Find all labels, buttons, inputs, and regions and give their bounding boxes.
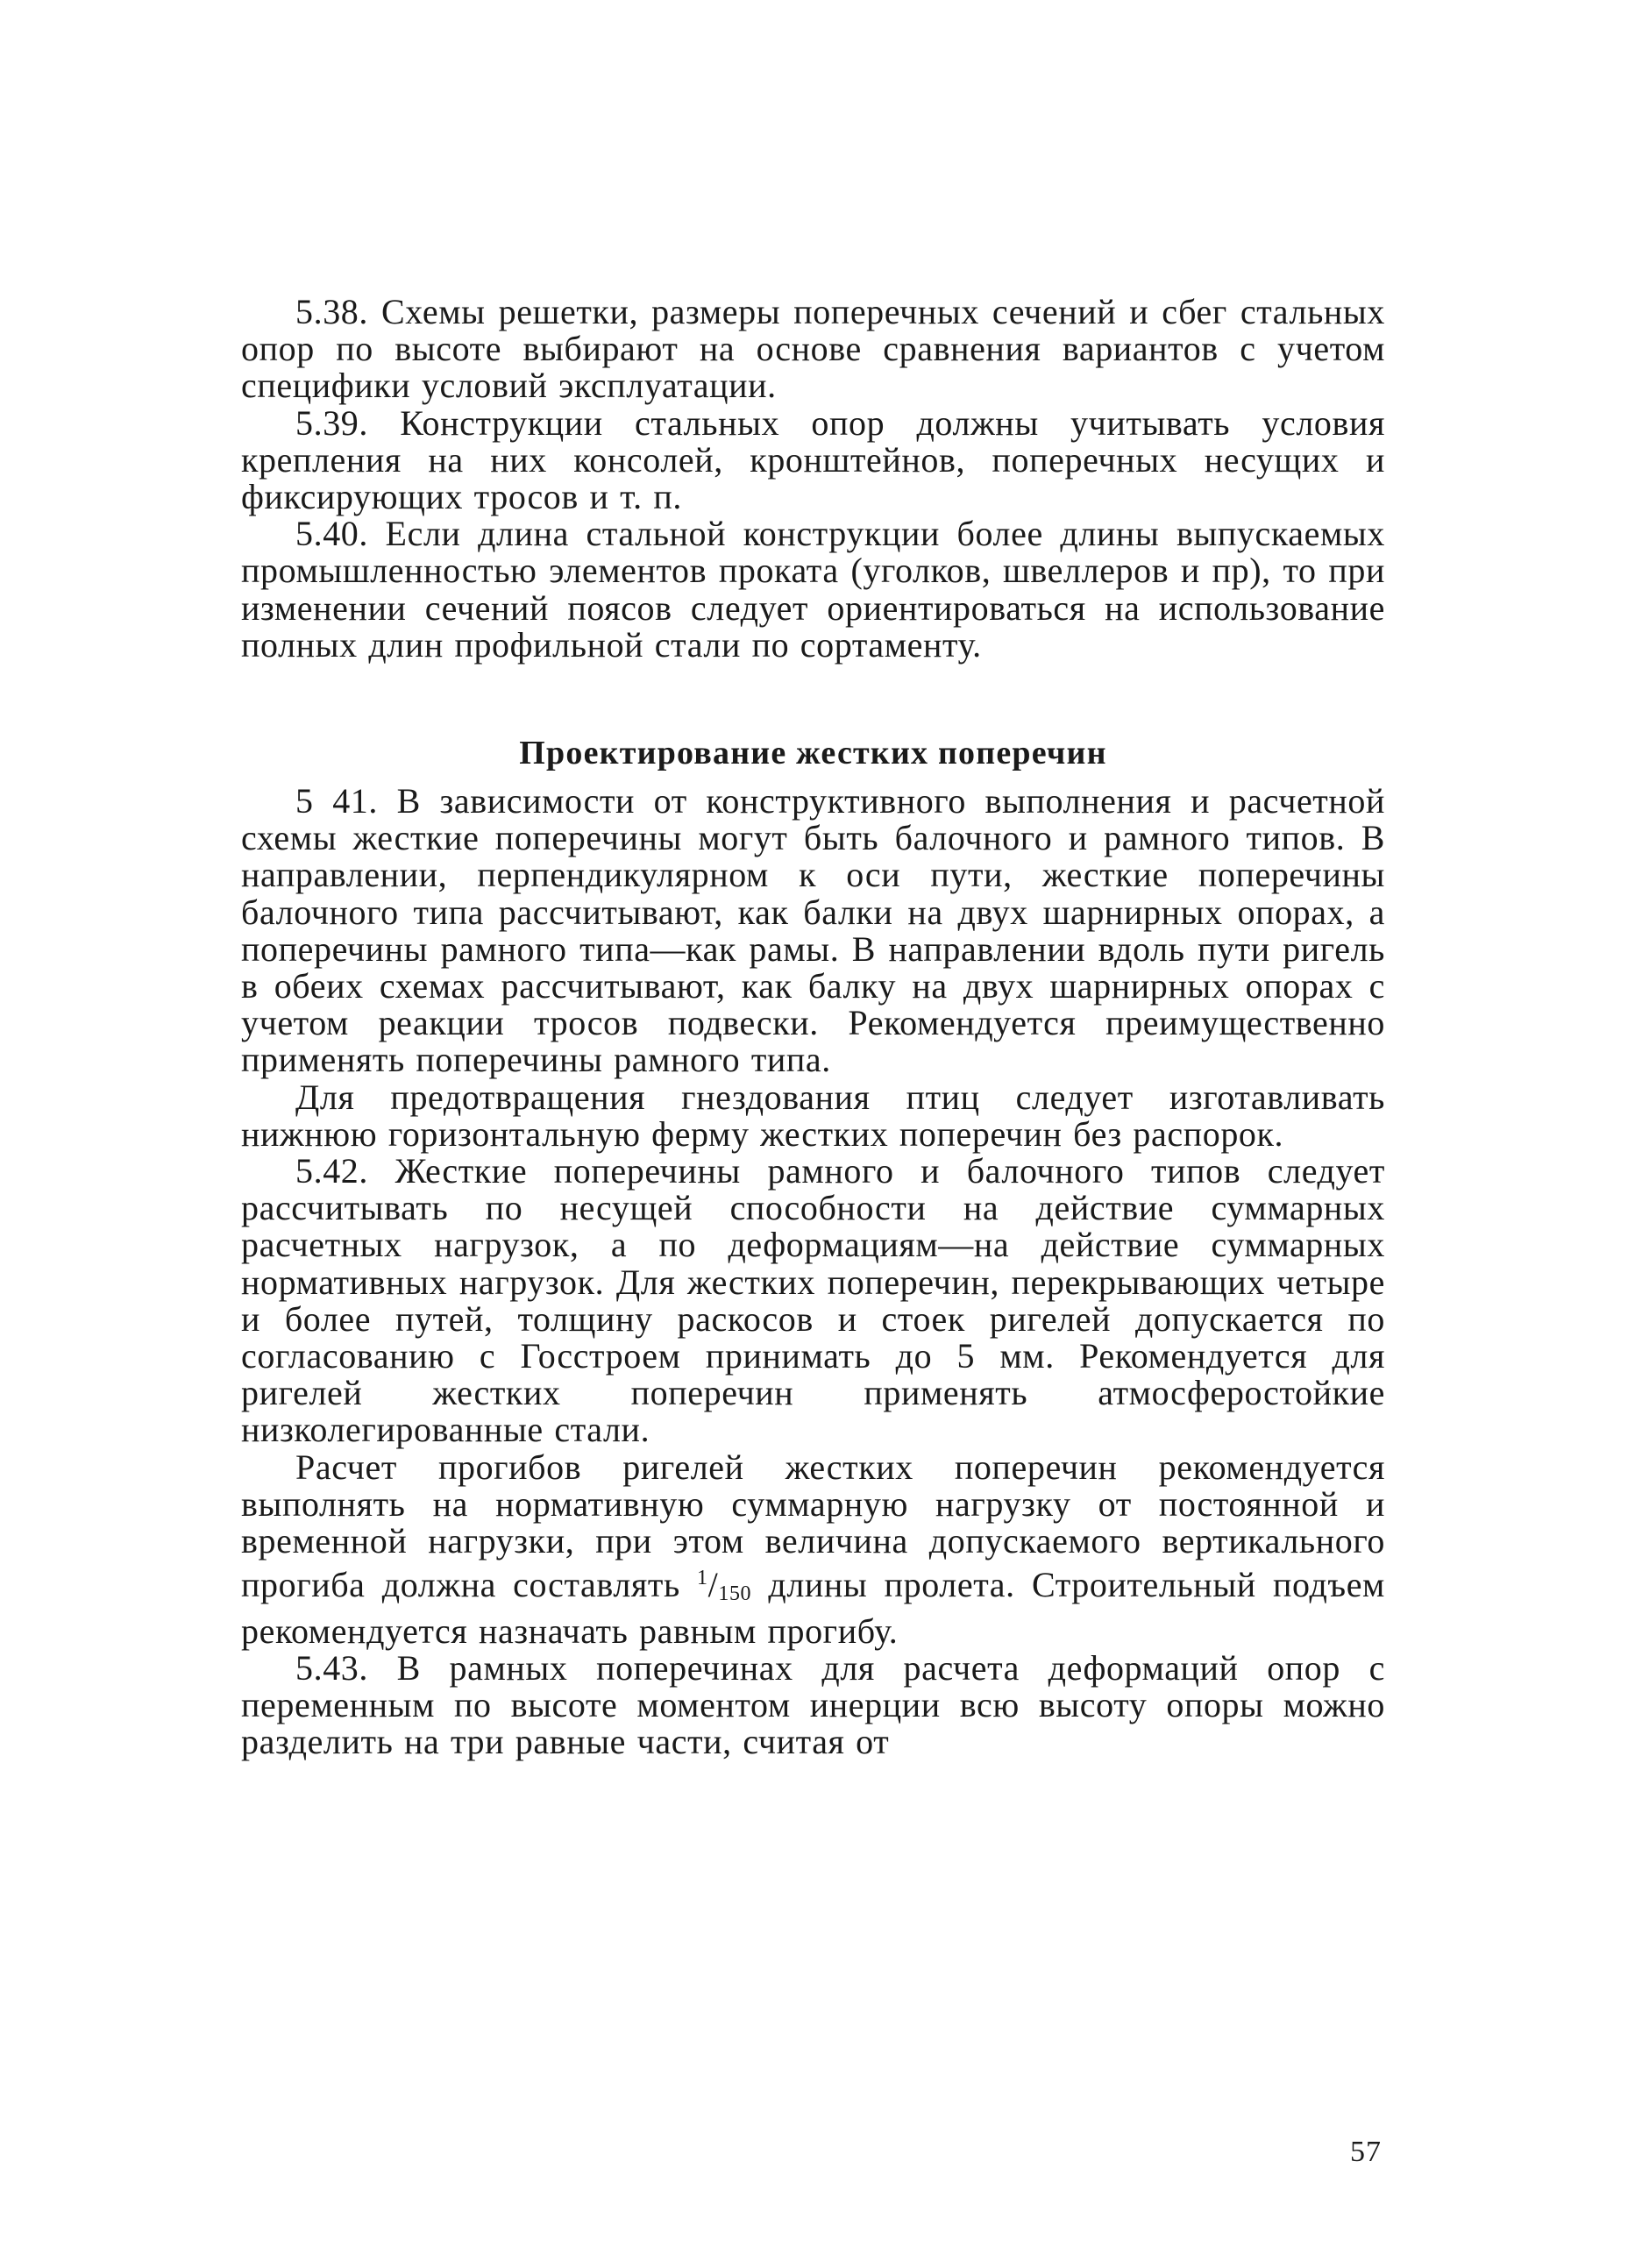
deflection-text-after: длины пролета. Строительный подъем рекомендуется назначать равным прогибу. xyxy=(241,1565,1385,1651)
page-number: 57 xyxy=(1350,2136,1382,2168)
deflection-fraction: $^1/_{150}$ xyxy=(697,1565,752,1606)
paragraph-bird-nesting: Для предотвращения гнездования птиц следует изготавливать нижнюю горизонтальную ферму жестких поперечин без распорок. xyxy=(241,1077,1385,1154)
paragraph-5-38: 5.38. Схемы решетки, размеры поперечных сечений и сбег стальных опор по высоте выбирают на основе сравнения вариантов с учетом специфики условий эксплуатации. xyxy=(241,292,1385,406)
fraction-denominator: 150 xyxy=(718,1582,752,1606)
deflection-text-before: Расчет прогибов ригелей жестких поперечин рекомендуется выполнять на нормативную суммарную нагрузку от постоянной и временной нагрузки, при этом величина допускаемого вертикального прогиба должна составлять xyxy=(241,1447,1385,1605)
paragraph-5-42: 5.42. Жесткие поперечины рамного и балочного типов следует рассчитывать по несущей способности на действие суммарных расчетных нагрузок, а по деформациям—на действие суммарных нормативных нагрузок. Для жестких поперечин, перекрывающих четыре и более путей, толщину раскосов и стоек ригелей допускается по согласованию с Госстроем принимать до 5 мм. Рекомендуется для ригелей жестких поперечин применять атмосферостойкие низколегированные стали. xyxy=(241,1151,1385,1450)
paragraph-5-43: 5.43. В рамных поперечинах для расчета деформаций опор с переменным по высоте моментом инерции всю высоту опоры можно разделить на три равные части, считая от xyxy=(241,1647,1385,1762)
paragraph-5-40: 5.40. Если длина стальной конструкции более длины выпускаемых промышленностью элементов проката (уголков, швеллеров и пр), то при изменении сечений поясов следует ориентироваться на использование полных длин профильной стали по сортаменту. xyxy=(241,514,1385,665)
paragraph-deflection xyxy=(241,1449,1385,1650)
page-body xyxy=(241,294,1385,1760)
paragraph-5-39: 5.39. Конструкции стальных опор должны учитывать условия крепления на них консолей, кронштейнов, поперечных несущих и фиксирующих тросов и т. п. xyxy=(241,402,1385,517)
paragraph-5-41: 5 41. В зависимости от конструктивного выполнения и расчетной схемы жесткие поперечины могут быть балочного и рамного типов. В направлении, перпендикулярном к оси пути, жесткие поперечины балочного типа рассчитывают, как балки на двух шарнирных опорах, а поперечины рамного типа—как рамы. В направлении вдоль пути ригель в обеих схемах рассчитывают, как балку на двух шарнирных опорах с учетом реакции тросов подвески. Рекомендуется преимущественно применять поперечины рамного типа. xyxy=(241,781,1385,1080)
section-heading: Проектирование жестких поперечин xyxy=(519,735,1107,772)
fraction-numerator: 1 xyxy=(697,1567,708,1590)
